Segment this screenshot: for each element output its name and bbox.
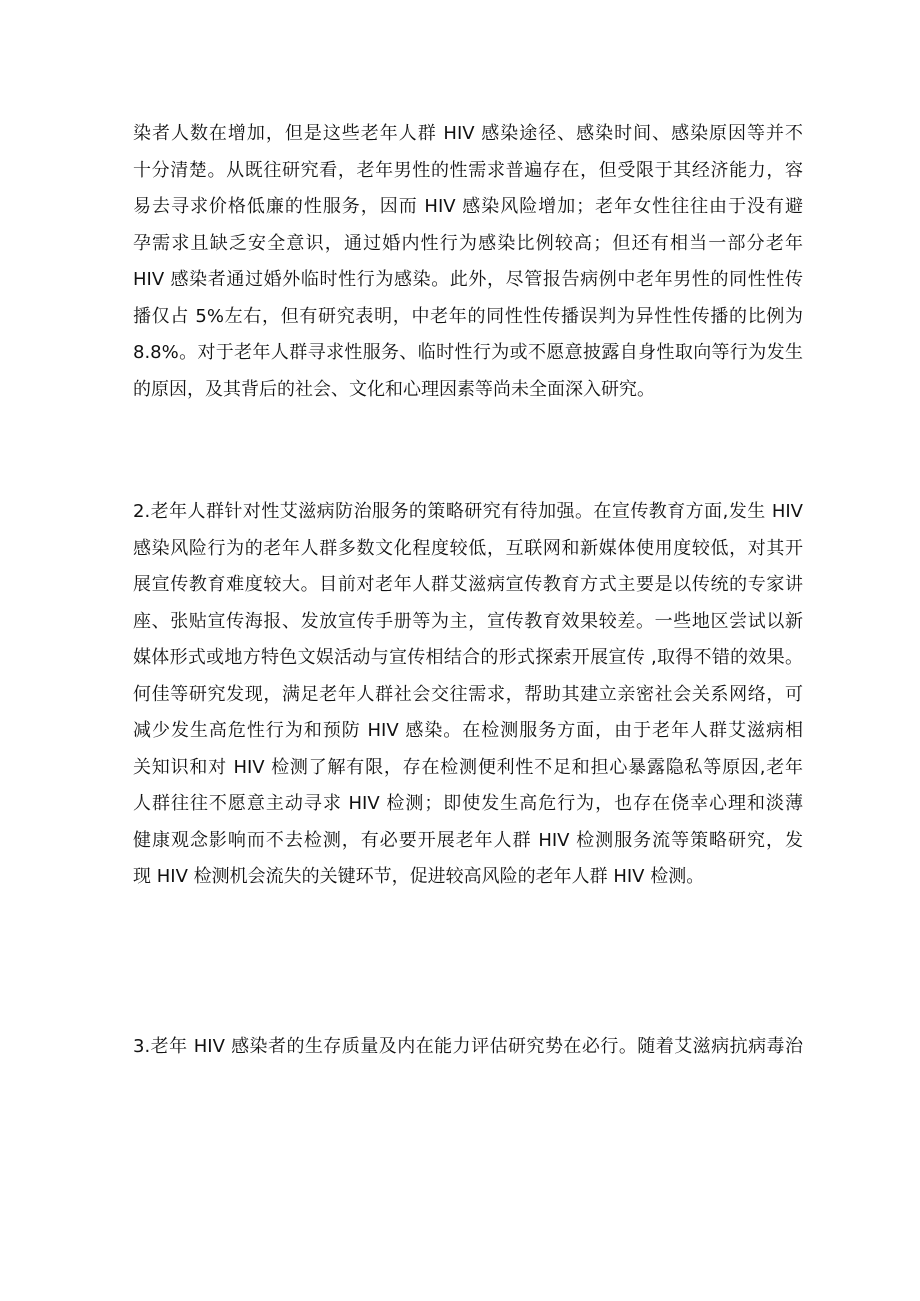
paragraph-service-strategy	[133, 494, 803, 896]
text-line: HIV 感染者通过婚外临时性行为感染。此外，尽管报告病例中老年男性的同性性传	[133, 269, 803, 290]
text-line: 现 HIV 检测机会流失的关键环节，促进较高风险的老年人群 HIV 检测。	[133, 866, 705, 887]
text-line: 孕需求且缺乏安全意识，通过婚内性行为感染比例较高；但还有相当一部分老年	[133, 232, 803, 254]
text-line: 染者人数在增加，但是这些老年人群 HIV 感染途径、感染时间、感染原因等并不	[133, 123, 803, 144]
text-line: 8.8%。对于老年人群寻求性服务、临时性行为或不愿意披露自身性取向等行为发生	[133, 342, 803, 363]
text-line: 十分清楚。从既往研究看，老年男性的性需求普遍存在，但受限于其经济能力，容	[133, 159, 803, 181]
text-line: 感染风险行为的老年人群多数文化程度较低，互联网和新媒体使用度较低，对其开	[133, 537, 803, 559]
text-line: 展宣传教育难度较大。目前对老年人群艾滋病宣传教育方式主要是以传统的专家讲	[133, 574, 803, 595]
text-line: 减少发生高危性行为和预防 HIV 感染。在检测服务方面，由于老年人群艾滋病相	[133, 720, 803, 741]
text-line: 关知识和对 HIV 检测了解有限，存在检测便利性不足和担心暴露隐私等原因,老年	[133, 756, 803, 778]
text-line: 易去寻求价格低廉的性服务，因而 HIV 感染风险增加；老年女性往往由于没有避	[133, 196, 803, 217]
text-line: 媒体形式或地方特色文娱活动与宣传相结合的形式探索开展宣传 ,取得不错的效果。	[133, 647, 803, 668]
text-line: 的原因，及其背后的社会、文化和心理因素等尚未全面深入研究。	[133, 378, 655, 400]
paragraph-risk-factors	[133, 116, 803, 408]
text-line: 播仅占 5%左右，但有研究表明，中老年的同性性传播误判为异性性传播的比例为	[133, 305, 803, 327]
text-line: 3.老年 HIV 感染者的生存质量及内在能力评估研究势在必行。随着艾滋病抗病毒治	[133, 1036, 803, 1057]
text-line: 健康观念影响而不去检测，有必要开展老年人群 HIV 检测服务流等策略研究，发	[133, 829, 803, 851]
text-line: 座、张贴宣传海报、发放宣传手册等为主，宣传教育效果较差。一些地区尝试以新	[133, 610, 803, 632]
text-line: 2.老年人群针对性艾滋病防治服务的策略研究有待加强。在宣传教育方面,发生 HIV	[133, 501, 803, 522]
text-line: 人群往往不愿意主动寻求 HIV 检测；即使发生高危行为，也存在侥幸心理和淡薄	[133, 793, 803, 814]
paragraph-quality-of-life	[133, 1029, 803, 1066]
text-line: 何佳等研究发现，满足老年人群社会交往需求，帮助其建立亲密社会关系网络，可	[133, 683, 803, 705]
